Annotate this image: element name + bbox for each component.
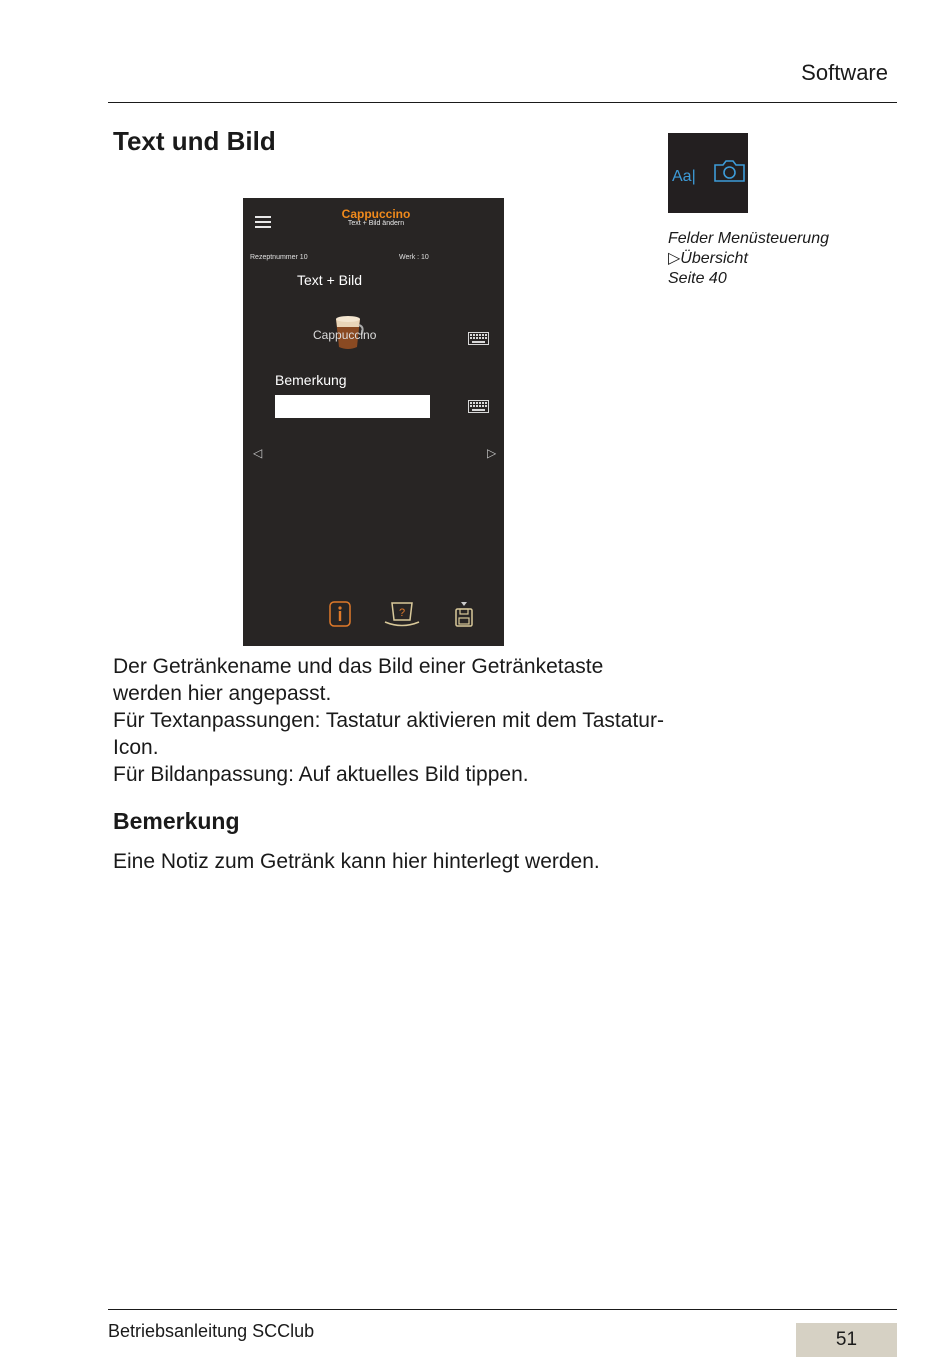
- page-heading: Text und Bild: [113, 126, 276, 156]
- remark-label: Bemerkung: [275, 372, 347, 388]
- drink-label: Cappuccino: [313, 328, 377, 342]
- paragraph-line: Für Textanpassungen: Tastatur aktivieren mit dem Tastatur-Icon.: [113, 709, 664, 759]
- recipe-number: Rezeptnummer 10: [250, 254, 308, 261]
- remark-input[interactable]: [275, 395, 430, 418]
- body-text: [113, 653, 673, 788]
- section-label: Text + Bild: [297, 272, 362, 288]
- werk-number: Werk : 10: [399, 254, 429, 261]
- previous-arrow-icon[interactable]: ◁: [253, 446, 263, 460]
- page-number: 51: [835, 1329, 858, 1350]
- save-icon[interactable]: [454, 601, 474, 628]
- remark-description: Eine Notiz zum Getränk kann hier hinterlegt werden.: [113, 850, 600, 873]
- camera-icon: [714, 159, 745, 183]
- manual-title: Betriebsanleitung SCClub: [108, 1321, 315, 1341]
- keyboard-icon[interactable]: [468, 400, 489, 413]
- section-title: Software: [801, 60, 888, 85]
- subheading: Bemerkung: [113, 808, 240, 834]
- header-divider: [108, 102, 897, 103]
- caption-line: Felder Menüsteuerung: [668, 230, 829, 247]
- help-cup-icon[interactable]: [383, 601, 421, 628]
- device-title: Cappuccino: [341, 207, 411, 221]
- sidebar-caption: [668, 229, 829, 289]
- page-number-box: [796, 1323, 897, 1357]
- caption-line: Seite 40: [668, 270, 727, 287]
- footer-divider: [108, 1309, 897, 1310]
- text-field-icon: Aa|: [672, 168, 696, 185]
- info-icon[interactable]: [329, 601, 351, 627]
- device-screenshot: [243, 198, 504, 646]
- next-arrow-icon[interactable]: ▷: [487, 446, 497, 460]
- paragraph-line: Für Bildanpassung: Auf aktuelles Bild tippen.: [113, 763, 529, 786]
- paragraph-line: Der Getränkename und das Bild einer Getränketaste werden hier angepasst.: [113, 655, 604, 705]
- keyboard-icon[interactable]: [468, 332, 489, 345]
- svg-text:?: ?: [398, 607, 406, 619]
- text-image-field-icon: [668, 133, 748, 213]
- caption-line: ▷Übersicht: [668, 250, 748, 267]
- device-subtitle: Text + Bild ändern: [347, 220, 405, 227]
